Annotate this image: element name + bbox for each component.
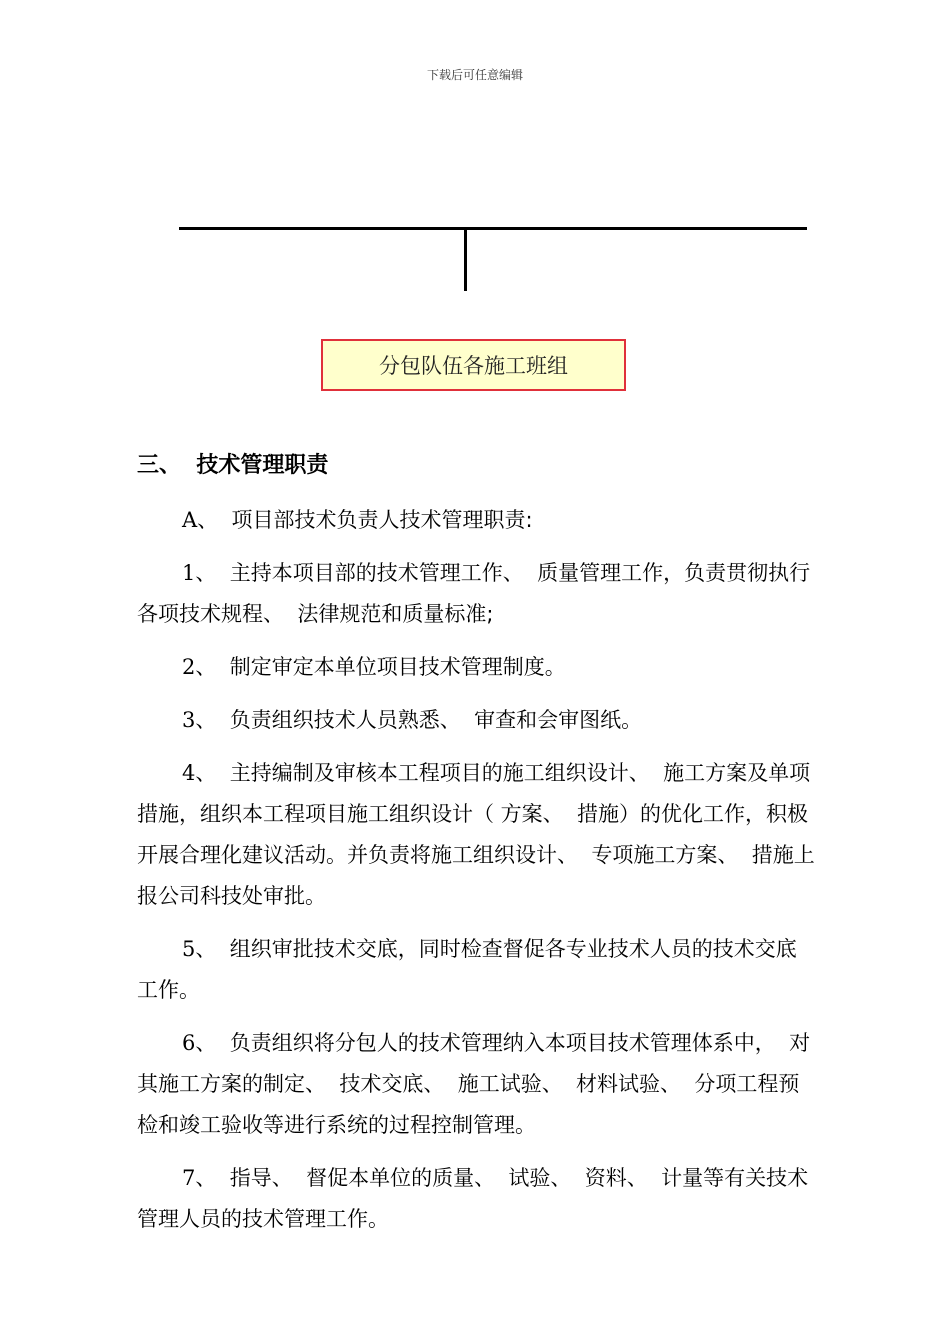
subsection-title: 项目部技术负责人技术管理职责: xyxy=(218,508,533,532)
subsection-number: A、 xyxy=(182,508,219,532)
list-item xyxy=(137,553,817,635)
org-chart-vertical-connector xyxy=(464,229,467,291)
list-item xyxy=(137,647,817,688)
list-item-text: 主持编制及审核本工程项目的施工组织设计、 施工方案及单项措施，组织本工程项目施工组织设计（ 方案、 措施）的优化工作，积极开展合理化建议活动。并负责将施工组织设计、 专项施工方案、 措施上报公司科技处审批。 xyxy=(137,761,815,908)
list-item-text: 制定审定本单位项目技术管理制度。 xyxy=(216,655,566,679)
list-item-number: 3、 xyxy=(182,708,217,732)
list-item xyxy=(137,1158,817,1240)
list-item-number: 6、 xyxy=(182,1031,217,1055)
org-chart-box-label: 分包队伍各施工班组 xyxy=(379,354,568,378)
section-heading: 三、 技术管理职责 xyxy=(137,453,329,478)
org-chart-horizontal-connector xyxy=(179,227,807,230)
list-item-text: 负责组织技术人员熟悉、 审查和会审图纸。 xyxy=(216,708,643,732)
list-item-number: 7、 xyxy=(182,1166,217,1190)
list-item-number: 5、 xyxy=(182,937,217,961)
org-chart-box-subcontractor-teams xyxy=(321,339,626,391)
list-item-number: 2、 xyxy=(182,655,217,679)
page-header-note: 下载后可任意编辑 xyxy=(426,68,523,82)
list-item xyxy=(137,753,817,917)
document-body xyxy=(137,500,817,1252)
list-item-text: 指导、 督促本单位的质量、 试验、 资料、 计量等有关技术管理人员的技术管理工作。 xyxy=(137,1166,809,1231)
list-item xyxy=(137,1023,817,1146)
list-item-text: 组织审批技术交底，同时检查督促各专业技术人员的技术交底工作。 xyxy=(137,937,797,1002)
subsection-heading xyxy=(137,500,817,541)
list-item-text: 主持本项目部的技术管理工作、 质量管理工作，负责贯彻执行各项技术规程、 法律规范和质量标准; xyxy=(137,561,811,626)
list-item-text: 负责组织将分包人的技术管理纳入本项目技术管理体系中， 对其施工方案的制定、 技术交底、 施工试验、 材料试验、 分项工程预检和竣工验收等进行系统的过程控制管理。 xyxy=(137,1031,811,1137)
list-item xyxy=(137,929,817,1011)
list-item xyxy=(137,700,817,741)
list-item-number: 1、 xyxy=(182,561,217,585)
list-item-number: 4、 xyxy=(182,761,217,785)
